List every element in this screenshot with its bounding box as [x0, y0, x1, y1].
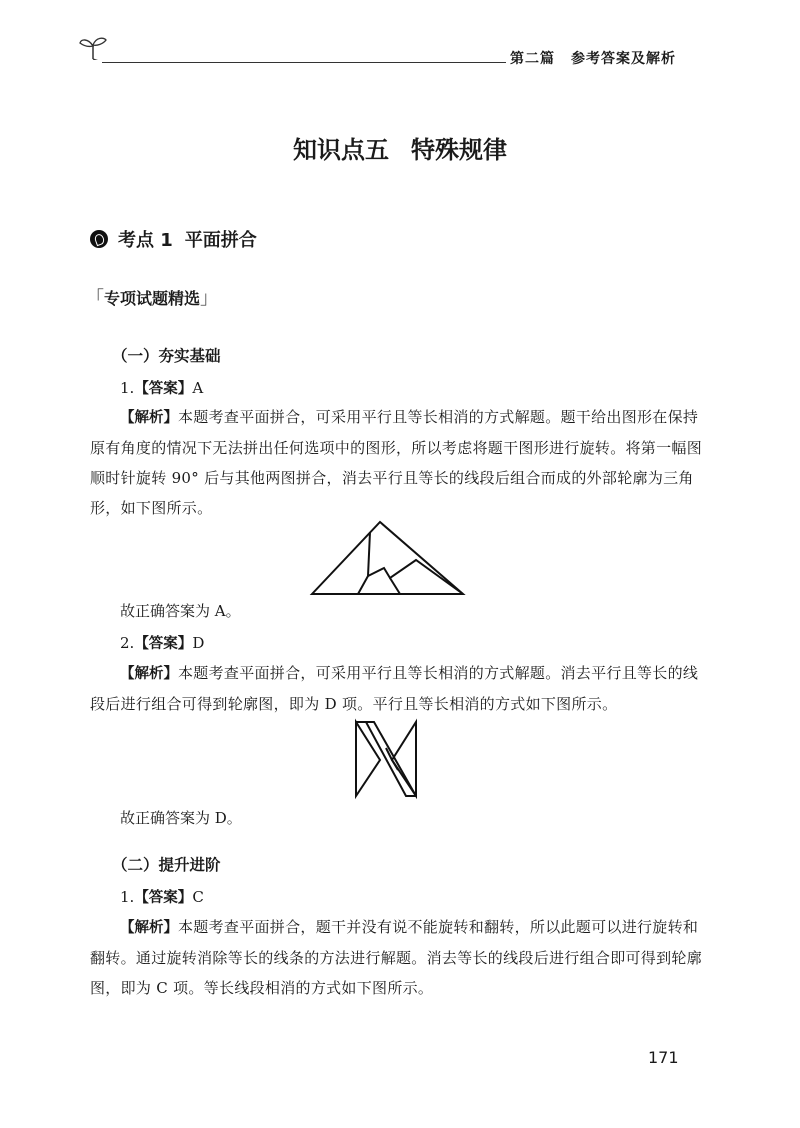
q2-conclusion: 故正确答案为 D。: [120, 809, 242, 827]
section-number: 知识点五: [293, 136, 389, 164]
q2-answer-tag: 【答案】: [134, 636, 193, 652]
q3-answer-tag: 【答案】: [134, 890, 193, 906]
q1-triangle-figure: [308, 516, 468, 598]
level-heading-basic: （一）夯实基础: [112, 347, 221, 365]
q3-number: 1.: [120, 888, 135, 906]
q2-analysis-text: 本题考查平面拼合，可采用平行且等长相消的方式解题。消去平行且等长的线段后进行组合可得到轮廓图，即为 D 项。平行且等长相消的方式如下图所示。: [90, 664, 699, 713]
header-rule: [102, 62, 506, 63]
q1-answer: A: [192, 379, 204, 397]
section-title: [0, 130, 800, 165]
q2-analysis: [90, 658, 702, 719]
q1-conclusion: 故正确答案为 A。: [120, 602, 241, 620]
q2-hourglass-figure: [352, 718, 422, 800]
q3-answer-line: [120, 886, 204, 907]
q3-analysis: [90, 912, 702, 1003]
q2-analysis-tag: 【解析】: [120, 666, 178, 682]
subsection-label: 专项试题精选: [104, 289, 201, 308]
q1-answer-line: [120, 377, 203, 398]
q3-analysis-tag: 【解析】: [120, 920, 178, 936]
q2-answer: D: [192, 634, 205, 652]
q1-analysis-text: 本题考查平面拼合，可采用平行且等长相消的方式解题。题干给出图形在保持原有角度的情况下无法拼出任何选项中的图形，所以考虑将题干图形进行旋转。将第一幅图顺时针旋转 90° 后与其他两图拼合，消去平行且等长的线段后组合而成的外部轮廓为三角形，如下图所示。: [90, 408, 703, 517]
level-heading-advanced: （二）提升进阶: [112, 856, 221, 874]
topic-bullet-icon: [90, 230, 108, 248]
subsection-open-bracket: 「: [86, 288, 104, 309]
subsection-close-bracket: 」: [200, 288, 219, 309]
q2-answer-line: [120, 632, 204, 653]
topic-name: 平面拼合: [184, 230, 257, 251]
subsection-heading: [86, 284, 218, 310]
q1-analysis-tag: 【解析】: [120, 410, 178, 426]
q2-number: 2.: [120, 634, 135, 652]
running-header: [510, 48, 676, 68]
header-title: 参考答案及解析: [571, 51, 676, 67]
q1-number: 1.: [120, 379, 135, 397]
header-part: 第二篇: [510, 51, 555, 67]
q1-answer-tag: 【答案】: [134, 381, 193, 397]
page-number: 171: [648, 1048, 679, 1067]
topic-number: 考点 1: [118, 230, 173, 251]
sprout-icon: [78, 34, 108, 60]
q3-answer: C: [192, 888, 204, 906]
q3-analysis-text: 本题考查平面拼合，题干并没有说不能旋转和翻转，所以此题可以进行旋转和翻转。通过旋转消除等长的线条的方法进行解题。消去等长的线段后进行组合即可得到轮廓图，即为 C 项。等长线段相消的方式如下图所示。: [90, 918, 703, 997]
q1-analysis: [90, 402, 702, 523]
section-name: 特殊规律: [411, 136, 507, 164]
topic-heading: [90, 226, 257, 252]
